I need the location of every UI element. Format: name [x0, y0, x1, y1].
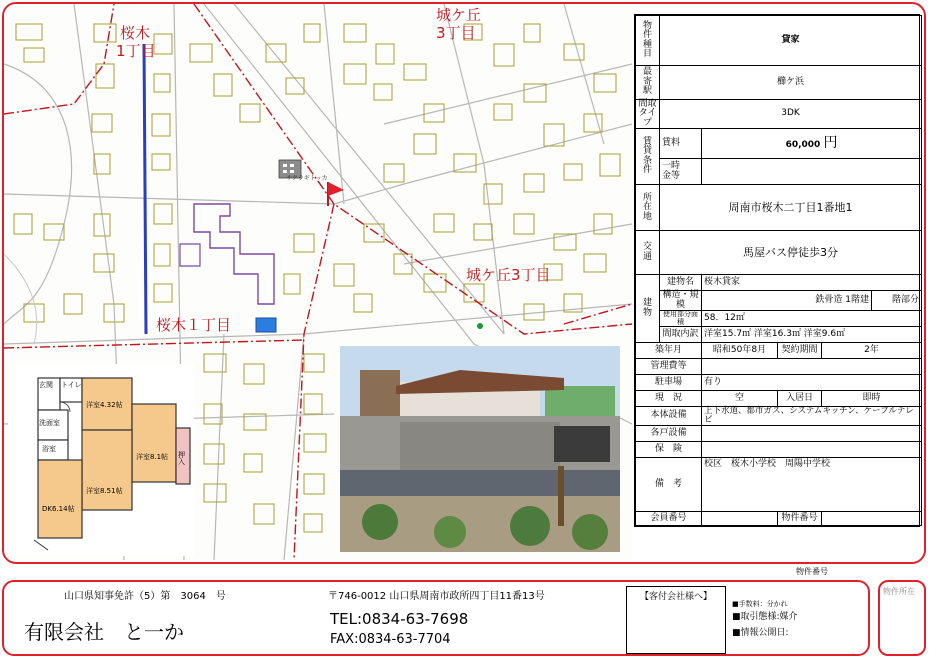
layout-type: 3DK	[660, 100, 922, 129]
built-label: 築年月	[636, 343, 702, 359]
floor-plan-genkan: 玄関	[39, 381, 53, 389]
floor-plan-room-3: 洋室8.51帖	[86, 487, 123, 495]
rooms-label: 間取内訳	[660, 327, 702, 343]
company-fax: FAX:0834-63-7704	[330, 632, 451, 647]
built-value: 昭和50年8月	[702, 343, 778, 359]
property-type: 貸家	[660, 16, 922, 66]
listing-sheet	[2, 2, 926, 564]
facilities-label: 本体設備	[636, 407, 702, 426]
map-label-jogaoka-top-sub: 3丁目	[436, 24, 476, 42]
building-photo-drawing	[340, 346, 620, 552]
location-map	[4, 4, 632, 560]
unit-facilities-label: 各戸設備	[636, 426, 702, 442]
area-label: 最 寄 駅	[636, 66, 660, 100]
property-number-value	[822, 512, 922, 526]
rent-label: 賃料	[660, 129, 702, 159]
manage-value	[702, 359, 922, 375]
deposit-label: 一時 金等	[660, 159, 702, 185]
company-tel[interactable]: TEL:0834-63-7698	[330, 610, 469, 628]
type-label: 物 件 種 目	[636, 16, 660, 66]
manage-label: 管理費等	[636, 359, 702, 375]
map-label-jogaoka-top: 城ケ丘	[436, 6, 482, 24]
movein-label: 入居日	[778, 391, 822, 407]
structure-label: 構造・規模	[660, 291, 702, 311]
floor-part: 階部分	[872, 291, 922, 311]
map-label-pin-caption: サクラギトッカ	[286, 175, 328, 182]
layout-label: 間取 タイプ	[636, 100, 660, 129]
agency-notice-box	[626, 586, 726, 654]
building-name-label: 建物名	[660, 275, 702, 291]
structure-value: 鉄骨造 1階建	[702, 291, 872, 311]
nearest-station: 櫛ケ浜	[660, 66, 922, 100]
map-label-sakuragi-bottom: 桜木１丁目	[156, 316, 232, 334]
floor-plan-room-2: 洋室8.1帖	[136, 453, 169, 461]
area-use-label: 使用部分面積	[660, 311, 702, 327]
terms-label: 賃 貸 条 件	[636, 129, 660, 185]
parking-value: 有り	[702, 375, 922, 391]
status-label: 現 況	[636, 391, 702, 407]
rooms-value: 洋室15.7㎡ 洋室16.3㎡ 洋室9.6㎡	[702, 327, 922, 343]
contract-label: 契約期間	[778, 343, 822, 359]
remarks-label: 備 考	[636, 458, 702, 512]
floor-plan-toilet: トイレ	[61, 381, 82, 389]
floor-plan-yoku: 浴室	[42, 445, 56, 453]
status-value: 空	[702, 391, 778, 407]
insurance-value	[702, 442, 922, 458]
floor-plan-room-1: 洋室4.32帖	[86, 401, 123, 409]
remarks-value: 校区 桜木小学校 周陽中学校	[702, 458, 922, 512]
license-number: 山口県知事免許（5）第 3064 号	[64, 591, 226, 602]
property-number-label: 物件番号	[778, 512, 822, 526]
property-location-label: 物件所在	[883, 587, 915, 596]
property-info-table	[634, 14, 920, 527]
member-number-label: 会員番号	[636, 512, 702, 526]
access-label: 交 通	[636, 231, 660, 275]
floor-plan	[8, 364, 194, 556]
building-photo	[340, 346, 620, 552]
location-label: 所 在 地	[636, 185, 660, 231]
company-name: 有限会社 と一か	[24, 620, 184, 644]
agency-note-transaction: ■取引態様:媒介	[732, 612, 798, 623]
floor-plan-senmen: 洗面室	[39, 419, 60, 427]
building-label: 建 物	[636, 275, 660, 343]
property-location-box	[878, 580, 926, 656]
map-label-sakuragi-1-sub: 1丁目	[116, 42, 156, 60]
company-address: 〒746-0012 山口県周南市政所四丁目11番13号	[328, 591, 545, 602]
rent-value: 60,000 円	[702, 129, 922, 159]
agency-note-fee: ■手数料：分かれ	[732, 600, 788, 608]
location-value: 周南市桜木二丁目1番地1	[660, 185, 922, 231]
access-value: 馬屋バス停徒歩3分	[660, 231, 922, 275]
property-number-caption: 物件番号	[796, 567, 828, 576]
agency-notice-title: 【客付会社様へ】	[639, 592, 712, 602]
agency-note-publish-date: ■情報公開日:	[732, 628, 789, 638]
floor-plan-oshiire: 押入	[178, 451, 185, 466]
contract-value: 2年	[822, 343, 922, 359]
insurance-label: 保 険	[636, 442, 702, 458]
movein-value: 即時	[822, 391, 922, 407]
map-label-jogaoka-3: 城ケ丘3丁目	[466, 266, 551, 284]
agency-notes	[732, 598, 798, 642]
floor-plan-dk: DK6.14帖	[42, 505, 75, 513]
member-number-value	[702, 512, 778, 526]
company-footer	[2, 580, 870, 656]
deposit-value	[702, 159, 922, 185]
parking-label: 駐車場	[636, 375, 702, 391]
building-name: 桜木貸家	[702, 275, 922, 291]
unit-facilities-value	[702, 426, 922, 442]
area-use-value: 58．12㎡	[702, 311, 922, 327]
facilities-value: 上下水道、都市ガス、システムキッチン、ケーブルテレビ	[702, 407, 922, 426]
map-label-sakuragi-1: 桜木	[120, 24, 151, 42]
